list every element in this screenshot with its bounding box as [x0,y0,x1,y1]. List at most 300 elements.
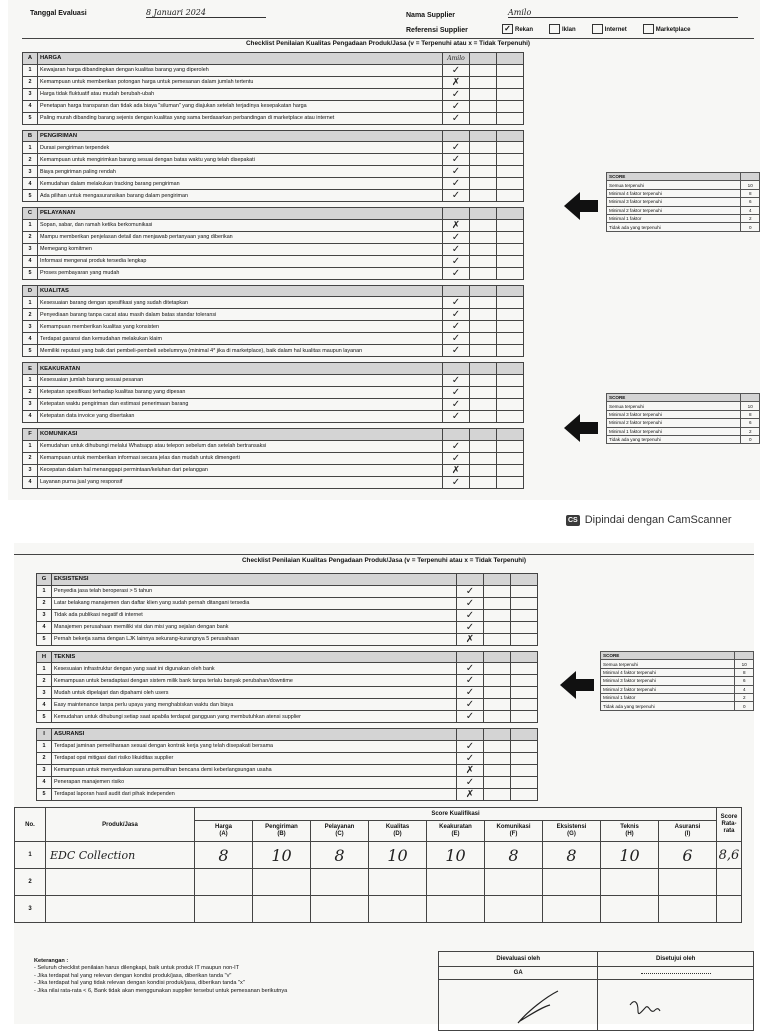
score-value: 8 [543,842,601,869]
check-mark-icon: ✓ [443,231,470,243]
score-value: 0 [741,435,760,443]
section-name: TEKNIS [52,651,457,663]
section-header [23,285,524,297]
criteria-text: Kemudahan untuk dihubungi melalui Whatsapp atau telepon sebelum dan setelah bertransaksi [38,440,443,452]
average-score [717,896,742,923]
score-value [369,896,427,923]
score-title: SCORE [607,394,741,402]
checklist-table-2 [36,573,538,801]
cross-mark-icon: ✗ [443,76,470,88]
score-value: 0 [735,702,754,710]
score-value [311,869,369,896]
rata-rata-header: Score Rata-rata [717,808,742,842]
checklist-row [23,309,524,321]
score-value: 6 [659,842,717,869]
criteria-text: Kemudahan dalam melakukan tracking barang pengiriman [38,178,443,190]
referensi-option [590,27,641,33]
checklist-row [23,142,524,154]
section-letter: B [23,130,38,142]
evaluator-name: GA [439,967,598,980]
check-mark-icon: ✓ [443,309,470,321]
section-name: KUALITAS [38,285,443,297]
referensi-option [547,27,590,33]
score-criteria: Minimal 1 faktor [601,693,735,701]
score-value: 6 [741,198,760,206]
score-row [607,223,760,231]
score-criteria: Semua terpenuhi [601,660,735,668]
check-mark-icon: ✓ [443,297,470,309]
score-table-5 [606,172,760,232]
criteria-text: Terdapat laporan hasil audit dari pihak independen [52,788,457,800]
criteria-text: Ketepatan waktu pengiriman dan estimasi penerimaan barang [38,398,443,410]
criteria-text: Kemampuan untuk menyediakan sarana pemulihan bencana demi keberlangsungan usaha [52,764,457,776]
item-number: 1 [37,585,52,597]
checklist-row [37,776,538,788]
checklist-row [23,297,524,309]
check-mark-icon: ✓ [443,190,470,202]
supplier-column [457,651,484,663]
checklist-row [23,410,524,422]
score-criteria: Minimal 2 faktor terpenuhi [607,419,741,427]
score-criteria: Minimal 4 faktor terpenuhi [607,189,741,197]
score-row [15,896,742,923]
score-value: 10 [427,842,485,869]
criteria-text: Harga tidak fluktuatif atau mudah berubah-ubah [38,88,443,100]
score-value: 0 [741,223,760,231]
score-criteria: Tidak ada yang terpenuhi [607,435,741,443]
score-row [601,693,754,701]
criteria-text: Kesesuaian jumlah barang sesuai pesanan [38,374,443,386]
checklist-title-1: Checklist Penilaian Kualitas Pengadaan Produk/Jasa (v = Terpenuhi atau x = Tidak Terpenuhi) [245,40,531,47]
checklist-row [37,699,538,711]
section-letter: H [37,651,52,663]
section-header [23,130,524,142]
item-number: 4 [23,410,38,422]
score-column-header: Eksistensi (G) [543,821,601,842]
score-value [543,896,601,923]
score-column-header: Komunikasi (F) [485,821,543,842]
referensi-label: Referensi Supplier [406,27,468,34]
supplier-column: Amilo [443,53,470,65]
signature-mark [616,981,736,1027]
keterangan-line: - Jika terdapat hal yang tidak relevan dengan kondisi produk/jasa, diberikan tanda "x" [34,980,245,987]
checklist-row [37,609,538,621]
score-row [601,660,754,668]
supplier-column [443,285,470,297]
checklist-row [37,633,538,645]
section-header [23,428,524,440]
score-value [543,869,601,896]
keterangan-line: - Jika terdapat hal yang relevan dengan kondisi produk/jasa, diberikan tanda "v" [34,972,232,979]
item-number: 2 [23,452,38,464]
score-criteria: Minimal 2 faktor terpenuhi [607,206,741,214]
section-header [37,651,538,663]
keterangan-line: - Seluruh checklist penilaian harus dilengkapi, baik untuk produk IT maupun non-IT [34,965,240,972]
score-value: 10 [735,660,754,668]
item-number: 1 [23,374,38,386]
check-mark-icon: ✓ [443,321,470,333]
referensi-option-label: Internet [604,26,627,33]
checkbox [592,24,603,34]
checklist-row [23,178,524,190]
item-number: 3 [37,764,52,776]
checklist-row [37,621,538,633]
item-number: 3 [23,243,38,255]
check-mark-icon: ✓ [443,452,470,464]
item-number: 2 [23,154,38,166]
check-mark-icon: ✓ [443,267,470,279]
checklist-row [23,100,524,112]
score-title: SCORE [601,652,735,660]
cross-mark-icon: ✗ [443,464,470,476]
check-mark-icon: ✓ [443,333,470,345]
check-mark-icon: ✓ [443,100,470,112]
score-criteria: Minimal 3 faktor terpenuhi [601,677,735,685]
item-number: 1 [23,297,38,309]
section-name: PENGIRIMAN [38,130,443,142]
criteria-text: Paling murah dibanding barang sejenis dengan kualitas yang sama berdasarkan perbandingan di marketplace atau internet [38,112,443,124]
signature-mark [458,981,578,1027]
check-mark-icon: ✓ [443,374,470,386]
check-mark-icon: ✓ [457,752,484,764]
supplier-column [443,428,470,440]
item-number: 3 [23,321,38,333]
score-value: 2 [741,214,760,222]
score-row [607,410,760,418]
score-row [601,677,754,685]
cross-mark-icon: ✗ [443,219,470,231]
check-mark-icon: ✓ [443,154,470,166]
item-number: 3 [23,166,38,178]
criteria-text: Kemudahan untuk dihubungi setiap saat apabila terdapat gangguan yang membutuhkan atensi supplier [52,711,457,723]
criteria-text: Sopan, sabar, dan ramah ketika berkomunikasi [38,219,443,231]
referensi-option-label: Iklan [562,26,576,33]
scan-page-1 [8,0,760,500]
item-number: 5 [37,633,52,645]
checklist-row [23,154,524,166]
score-criteria: Minimal 1 faktor terpenuhi [607,427,741,435]
approved-label: Disetujui oleh [598,952,754,967]
checklist-row [23,64,524,76]
camscanner-logo: CS [568,516,578,524]
criteria-text: Penerapan manajemen risiko [52,776,457,788]
score-criteria: Semua terpenuhi [607,181,741,189]
checklist-row [23,464,524,476]
criteria-text: Kesesuaian infrastruktur dengan yang saat ini digunakan oleh bank [52,663,457,675]
check-mark-icon: ✓ [457,675,484,687]
criteria-text: Penetapan harga transparan dan tidak ada biaya "siluman" yang diajukan setelah terjadinya kesepakatan harga [38,100,443,112]
score-row [15,842,742,869]
check-mark-icon: ✓ [457,585,484,597]
checklist-row [37,740,538,752]
criteria-text: Kemampuan untuk mengirimkan barang sesuai dengan batas waktu yang telah disepakati [38,154,443,166]
checklist-row [37,711,538,723]
criteria-text: Terdapat opsi mitigasi dari risiko likuiditas supplier [52,752,457,764]
item-number: 5 [37,711,52,723]
score-column-header: Harga (A) [195,821,253,842]
evaluator-signature [439,980,598,1031]
check-mark-icon: ✓ [443,398,470,410]
tanggal-value: 8 Januari 2024 [146,8,266,18]
item-number: 3 [37,609,52,621]
camscanner-watermark [566,514,732,526]
cross-mark-icon: ✗ [457,788,484,800]
check-mark-icon: ✓ [457,663,484,675]
check-mark-icon: ✓ [443,166,470,178]
item-number: 2 [37,597,52,609]
check-mark-icon: ✓ [443,255,470,267]
criteria-text: Kemampuan untuk memberikan potongan harga untuk pemesanan dalam jumlah tertentu [38,76,443,88]
section-name: KOMUNIKASI [38,428,443,440]
item-number: 4 [37,699,52,711]
score-value: 10 [741,402,760,410]
score-criteria: Minimal 3 faktor terpenuhi [607,410,741,418]
check-mark-icon: ✓ [457,740,484,752]
section-letter: D [23,285,38,297]
section-name: HARGA [38,53,443,65]
item-number: 4 [23,476,38,488]
score-title: SCORE [607,173,741,181]
score-criteria: Minimal 1 faktor [607,214,741,222]
score-row [607,402,760,410]
section-letter: E [23,363,38,375]
score-kualifikasi-table [14,807,742,923]
score-value: 8 [485,842,543,869]
checklist-table-1 [22,52,524,489]
average-score [717,869,742,896]
item-number: 1 [23,142,38,154]
check-mark-icon: ✓ [457,621,484,633]
keterangan [34,958,287,995]
score-value: 4 [735,685,754,693]
referensi-option-label: Marketplace [655,26,691,33]
criteria-text: Manajemen perusahaan memiliki visi dan misi yang sejalan dengan bank [52,621,457,633]
scan-page-2 [14,543,754,1024]
score-value: 10 [601,842,659,869]
checklist-row [37,597,538,609]
supplier-column [457,729,484,741]
criteria-text: Kecepatan dalam hal menanggapi permintaan/keluhan dari pelanggan [38,464,443,476]
check-mark-icon: ✓ [443,64,470,76]
criteria-text: Biaya pengiriman paling rendah [38,166,443,178]
criteria-text: Mampu memberikan penjelasan detail dan menjawab pertanyaan yang diberikan [38,231,443,243]
section-header [37,729,538,741]
item-number: 4 [37,621,52,633]
item-number: 1 [37,740,52,752]
score-value [601,869,659,896]
score-column-header: Kualitas (D) [369,821,427,842]
produk-name [46,896,195,923]
score-row [601,702,754,710]
check-mark-icon: ✓ [443,178,470,190]
score-value: 8 [735,668,754,676]
score-value: 8 [311,842,369,869]
criteria-text: Ketepatan spesifikasi terhadap kualitas barang yang dipesan [38,386,443,398]
score-row [607,206,760,214]
section-name: ASURANSI [52,729,457,741]
arrow-icon [564,192,598,220]
checklist-row [23,386,524,398]
check-mark-icon: ✓ [443,386,470,398]
check-mark-icon: ✓ [457,687,484,699]
supplier-label: Nama Supplier [406,12,456,19]
score-row [607,427,760,435]
section-letter: C [23,208,38,220]
keterangan-line: - Jika nilai rata-rata < 6, Bank tidak akan menggunakan supplier tersebut untuk pemesanan berikutnya [34,987,288,994]
section-header [23,208,524,220]
check-mark-icon: ✓ [443,88,470,100]
criteria-text: Pernah bekerja sama dengan LJK lainnya sekurang-kurangnya 5 perusahaan [52,633,457,645]
score-row [607,419,760,427]
score-value: 10 [253,842,311,869]
checklist-row [37,585,538,597]
cross-mark-icon: ✗ [457,764,484,776]
check-mark-icon: ✓ [457,609,484,621]
section-name: EKSISTENSI [52,574,457,586]
keterangan-title: Keterangan : [34,958,69,964]
score-value [427,896,485,923]
item-number: 3 [23,464,38,476]
score-value [195,896,253,923]
supplier-column [443,130,470,142]
check-mark-icon: ✓ [443,243,470,255]
criteria-text: Informasi mengenai produk tersedia lengkap [38,255,443,267]
criteria-text: Penyediaan barang tanpa cacat atau masih dalam batas standar toleransi [38,309,443,321]
check-mark-icon: ✓ [443,345,470,357]
item-number: 2 [37,752,52,764]
score-value: 8 [741,410,760,418]
score-criteria: Minimal 4 faktor terpenuhi [601,668,735,676]
check-mark-icon: ✓ [457,711,484,723]
score-criteria: Semua terpenuhi [607,402,741,410]
section-header [23,53,524,65]
item-number: 4 [23,333,38,345]
row-number: 3 [15,896,46,923]
criteria-text: Proses pembayaran yang mudah [38,267,443,279]
checklist-row [37,752,538,764]
criteria-text: Kemampuan untuk memberikan informasi secara jelas dan mudah untuk dimengerti [38,452,443,464]
checklist-row [37,675,538,687]
score-value: 10 [369,842,427,869]
score-table-4 [606,393,760,444]
section-header [37,574,538,586]
score-table-5b [600,651,754,711]
item-number: 2 [37,675,52,687]
item-number: 2 [23,386,38,398]
evaluated-label: Dievaluasi oleh [439,952,598,967]
item-number: 4 [23,100,38,112]
criteria-text: Durasi pengiriman terpendek [38,142,443,154]
check-mark-icon: ✓ [457,699,484,711]
score-row [607,435,760,443]
item-number: 4 [23,178,38,190]
checklist-row [37,687,538,699]
criteria-text: Tidak ada publikasi negatif di internet [52,609,457,621]
checklist-row [23,333,524,345]
score-value [601,896,659,923]
supplier-column [457,574,484,586]
criteria-text: Kesesuaian barang dengan spesifikasi yang sudah ditetapkan [38,297,443,309]
checklist-row [23,345,524,357]
score-value [427,869,485,896]
score-row [601,685,754,693]
section-letter: I [37,729,52,741]
score-value: 8 [741,189,760,197]
check-mark-icon: ✓ [443,112,470,124]
checklist-row [23,452,524,464]
criteria-text: Kewajaran harga dibandingkan dengan kualitas barang yang diperoleh [38,64,443,76]
score-value [195,869,253,896]
referensi-option-label: Rekan [515,26,534,33]
checkbox: ✓ [502,24,513,34]
criteria-text: Kemampuan memberikan kualitas yang konsisten [38,321,443,333]
supplier-value: Amilo [508,8,738,18]
check-mark-icon: ✓ [443,440,470,452]
row-number: 1 [15,842,46,869]
score-kualifikasi-header: Score Kualifikasi [195,808,717,821]
section-letter: A [23,53,38,65]
criteria-text: Latar belakang manajemen dan daftar klien yang sudah pernah ditangani tersedia [52,597,457,609]
check-mark-icon: ✓ [443,476,470,488]
title-rule-2 [14,554,754,555]
score-value: 6 [735,677,754,685]
criteria-text: Layanan purna jual yang responsif [38,476,443,488]
score-value [485,869,543,896]
score-value: 2 [735,693,754,701]
referensi-options [500,24,704,34]
section-name: PELAYANAN [38,208,443,220]
score-value: 6 [741,419,760,427]
tanggal-label: Tanggal Evaluasi [30,10,87,17]
camscanner-text: Dipindai dengan CamScanner [584,514,732,526]
checklist-row [23,190,524,202]
produk-name [46,869,195,896]
score-row [607,189,760,197]
score-value [311,896,369,923]
checklist-row [23,243,524,255]
criteria-text: Memiliki reputasi yang baik dari pembeli-pembeli sebelumnya (minimal 4* jika di marketplace), baik dalam hal kualitas maupun layanan [38,345,443,357]
score-criteria: Tidak ada yang terpenuhi [607,223,741,231]
section-letter: G [37,574,52,586]
average-score: 8,6 [717,842,742,869]
checklist-row [23,112,524,124]
item-number: 3 [23,88,38,100]
arrow-icon [564,414,598,442]
supplier-column [443,208,470,220]
checkbox [643,24,654,34]
score-row [15,869,742,896]
item-number: 1 [23,219,38,231]
criteria-text: Easy maintenance tanpa perlu upaya yang menghabiskan waktu dan biaya [52,699,457,711]
score-value [253,869,311,896]
signature-table [438,951,754,1031]
score-row [607,181,760,189]
row-number: 2 [15,869,46,896]
item-number: 5 [23,190,38,202]
criteria-text: Mudah untuk dipelajari dan dipahami oleh users [52,687,457,699]
score-value [485,896,543,923]
item-number: 3 [23,398,38,410]
check-mark-icon: ✓ [457,776,484,788]
score-criteria: Minimal 2 faktor terpenuhi [601,685,735,693]
section-letter: F [23,428,38,440]
score-value: 10 [741,181,760,189]
checklist-row [23,231,524,243]
cross-mark-icon: ✗ [457,633,484,645]
item-number: 2 [23,231,38,243]
checklist-row [23,267,524,279]
arrow-icon [560,671,594,699]
